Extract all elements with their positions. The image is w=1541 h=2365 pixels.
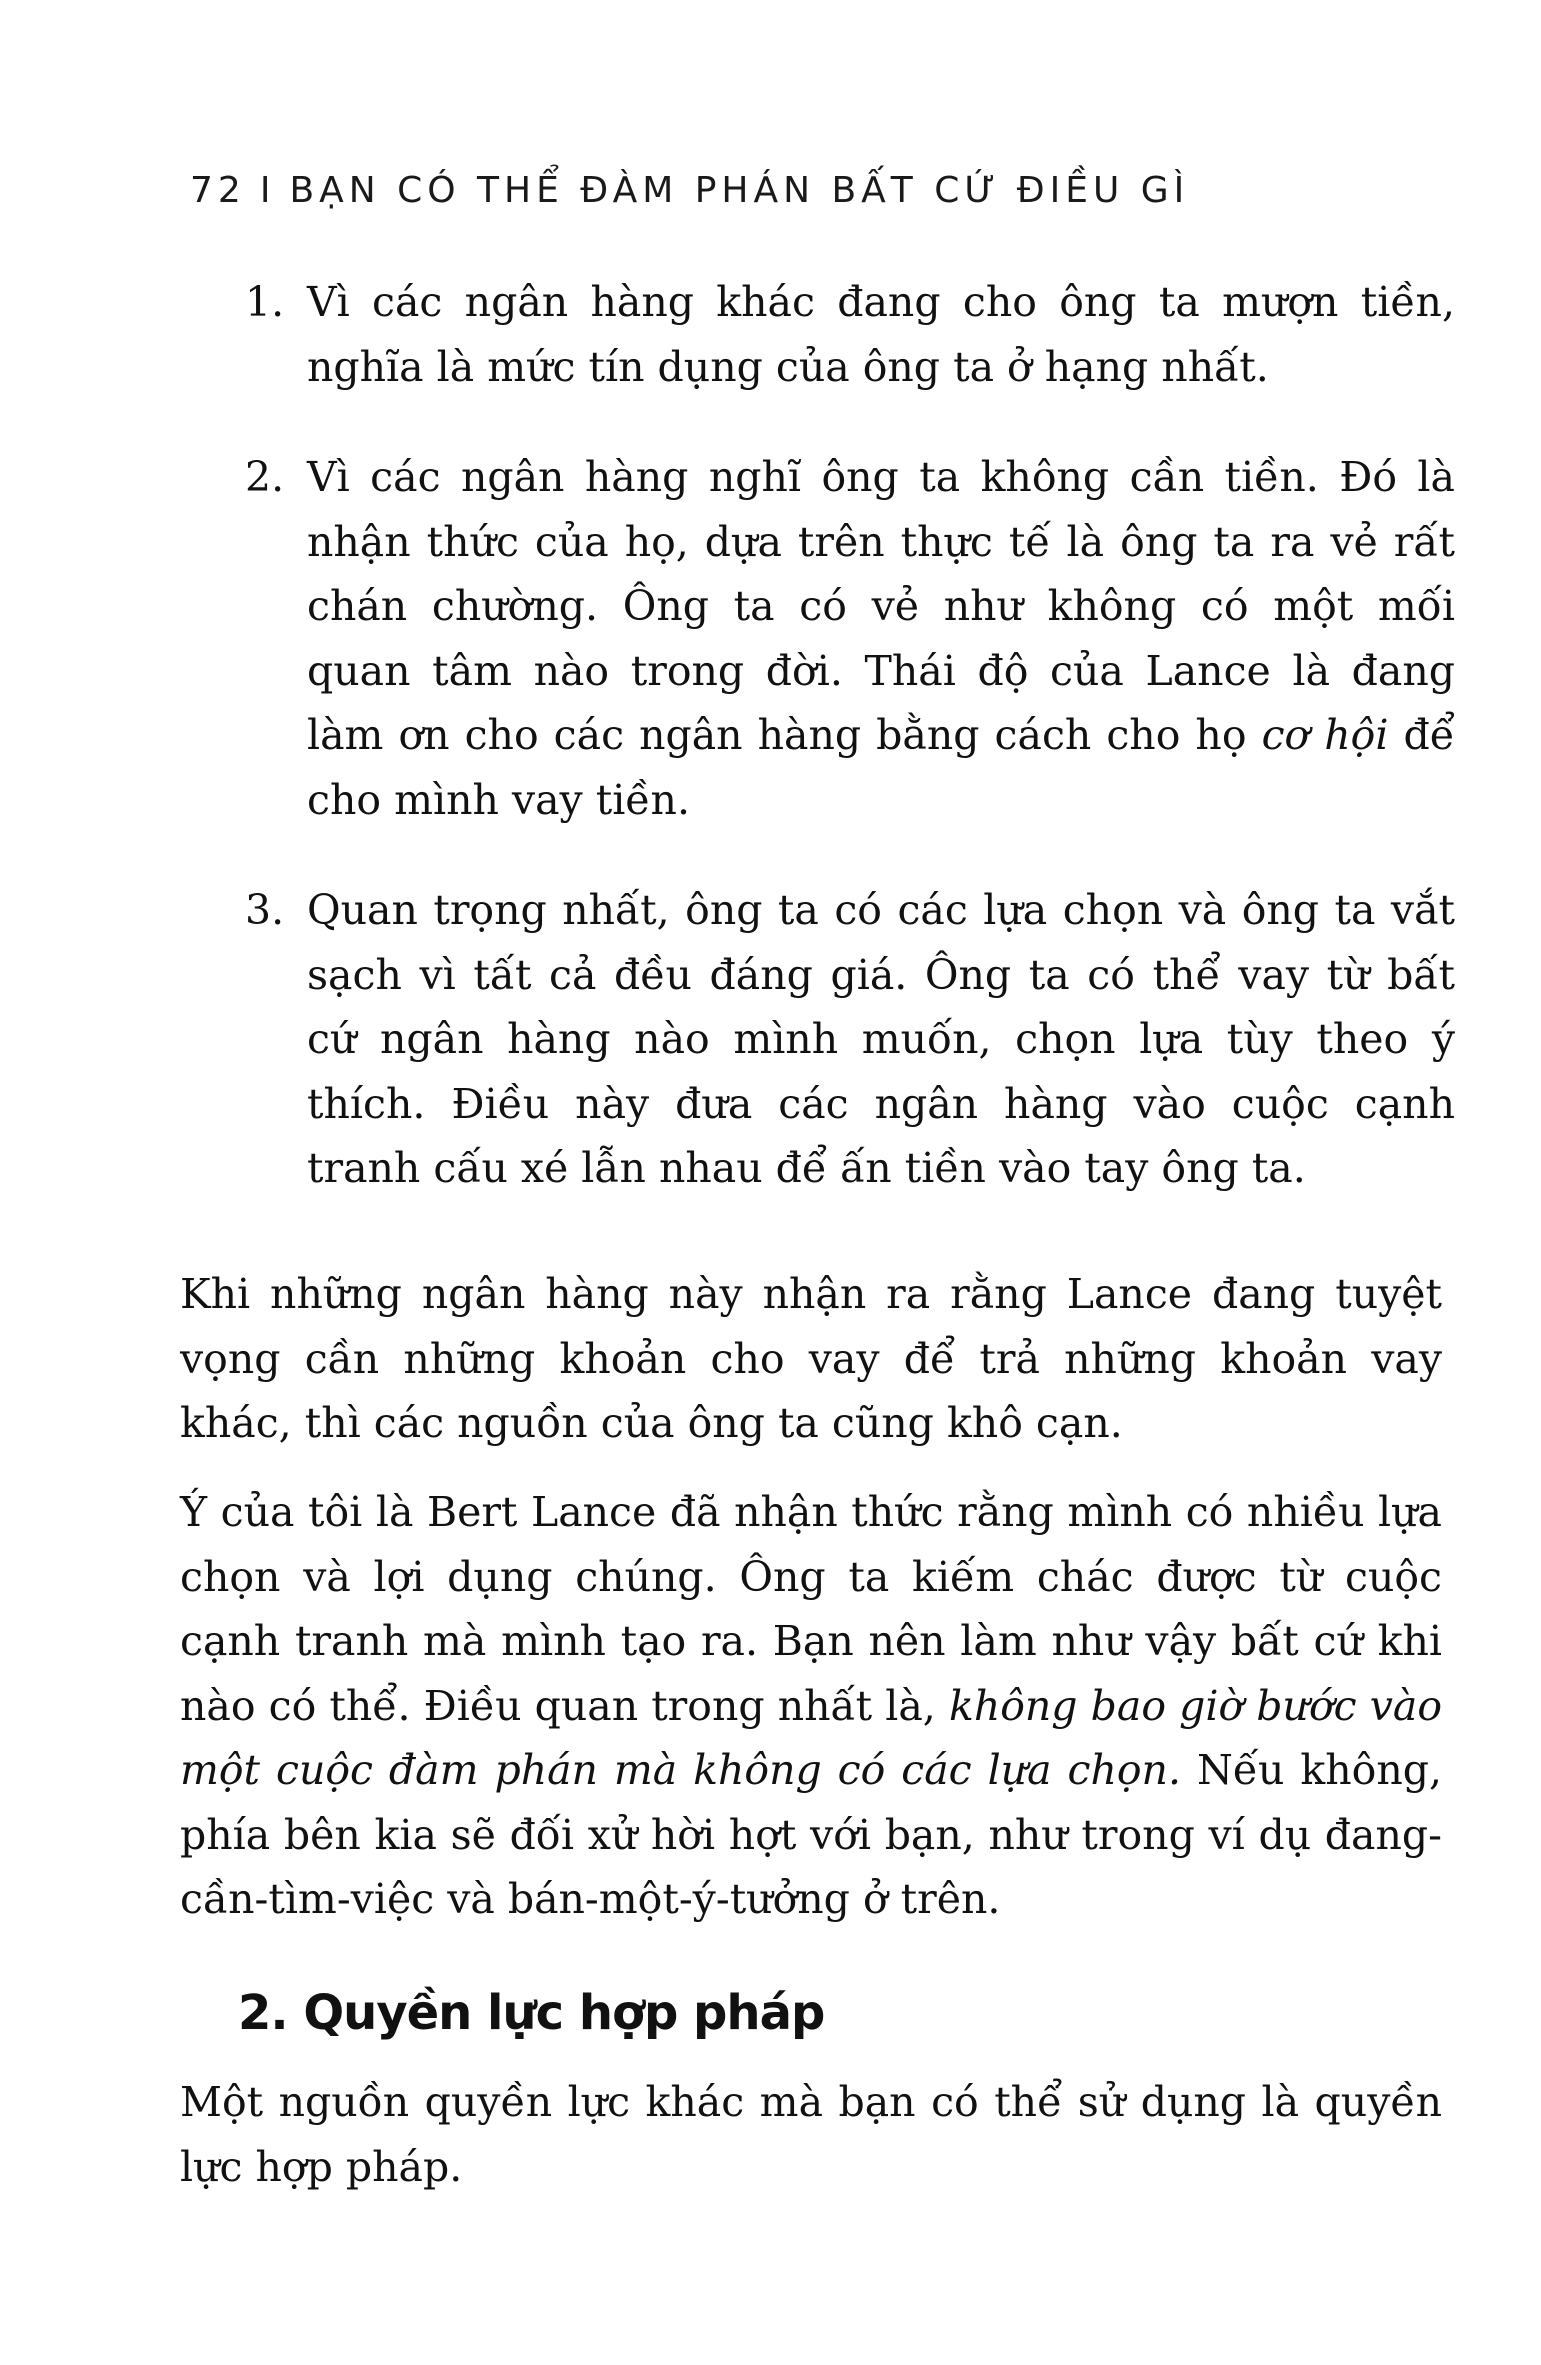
list-item-text-start: Vì các ngân hàng nghĩ ông ta không cần tiền. Đó là nhận thức của họ, dựa trên thực tế là ông ta ra vẻ rất chán chường. Ông ta có vẻ như không có một mối quan tâm nào trong đời. Thái độ của Lance là đang làm ơn cho các ngân hàng bằng cách cho họ [307,453,1455,759]
list-item-number: 3. [245,886,285,934]
body-paragraph-2 [180,1480,1442,1932]
paragraph-text-end: Nếu không, phía bên kia sẽ đối xử hời hợt với bạn, như trong ví dụ đang-cần-tìm-việc và bán-một-ý-tưởng ở trên. [180,1746,1443,1923]
list-item-text: Vì các ngân hàng khác đang cho ông ta mượn tiền, nghĩa là mức tín dụng của ông ta ở hạng nhất. [307,278,1455,391]
list-item-text-end: để cho mình vay tiền. [307,711,1455,824]
running-header [190,170,1189,211]
section-heading: 2. Quyền lực hợp pháp [238,1985,825,2041]
paragraph-emphasis: không bao giờ bước vào một cuộc đàm phán mà không có các lựa chọn. [180,1681,1442,1794]
list-item [245,878,1455,1201]
paragraph-text-start: Ý của tôi là Bert Lance đã nhận thức rằng mình có nhiều lựa chọn và lợi dụng chúng. Ông ta kiếm chác được từ cuộc cạnh tranh mà mình tạo ra. Bạn nên làm như vậy bất cứ khi nào có thể. Điều quan trong nhất là, [180,1488,1442,1730]
list-item-emphasis: cơ hội [1261,711,1389,759]
page-number: 72 [190,170,246,211]
book-title: BẠN CÓ THỂ ĐÀM PHÁN BẤT CỨ ĐIỀU GÌ [289,170,1190,211]
header-separator: I [259,170,276,211]
list-item-number: 1. [245,278,285,326]
numbered-list [245,270,1455,1247]
body-paragraph-3: Một nguồn quyền lực khác mà bạn có thể sử dụng là quyền lực hợp pháp. [180,2078,1442,2191]
list-item-text: Quan trọng nhất, ông ta có các lựa chọn và ông ta vắt sạch vì tất cả đều đáng giá. Ông ta có thể vay từ bất cứ ngân hàng nào mình muốn, chọn lựa tùy theo ý thích. Điều này đưa các ngân hàng vào cuộc cạnh tranh cấu xé lẫn nhau để ấn tiền vào tay ông ta. [307,886,1455,1192]
body-paragraph-1: Khi những ngân hàng này nhận ra rằng Lance đang tuyệt vọng cần những khoản cho vay để trả những khoản vay khác, thì các nguồn của ông ta cũng khô cạn. [180,1270,1442,1447]
list-item [245,445,1455,832]
list-item-number: 2. [245,453,285,501]
list-item-text [307,445,1455,832]
list-item [245,270,1455,399]
